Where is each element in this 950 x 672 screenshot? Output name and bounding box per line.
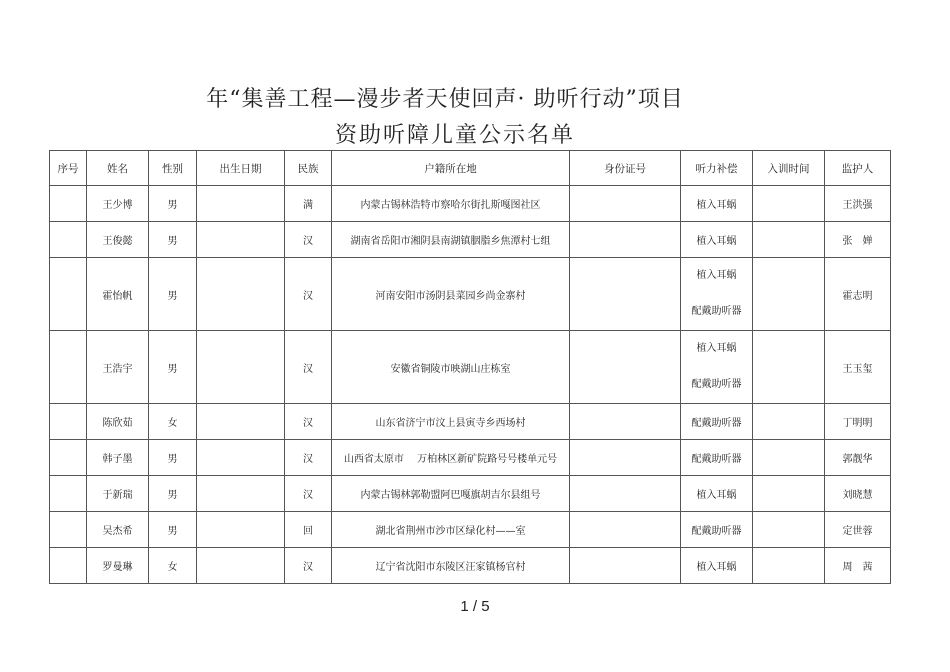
cell-id-number	[570, 476, 681, 512]
table-row	[50, 548, 891, 584]
cell-gender: 女	[149, 548, 197, 584]
cell-gender: 男	[149, 258, 197, 331]
cell-ethnicity: 满	[285, 186, 332, 222]
hearing-compensation-item: 配戴助听器	[691, 526, 742, 537]
col-header-guardian: 监护人	[825, 151, 891, 186]
hearing-compensation-item: 配戴助听器	[691, 454, 742, 465]
cell-gender: 男	[149, 440, 197, 476]
hearing-compensation-item: 配戴助听器	[691, 418, 742, 429]
cell-hearing	[681, 186, 753, 222]
cell-training-date	[753, 440, 825, 476]
col-header-index: 序号	[50, 151, 87, 186]
cell-hearing	[681, 331, 753, 404]
document-title-line1: 年“集善工程—漫步者天使回声· 助听行动”项目	[206, 87, 684, 112]
table-row	[50, 331, 891, 404]
table-row	[50, 258, 891, 331]
cell-id-number	[570, 440, 681, 476]
col-header-ethnicity: 民族	[285, 151, 332, 186]
cell-index	[50, 331, 87, 404]
cell-ethnicity: 汉	[285, 476, 332, 512]
cell-id-number	[570, 331, 681, 404]
hearing-compensation-item: 植入耳蜗	[696, 562, 737, 573]
cell-birth-date	[197, 512, 285, 548]
cell-address: 内蒙古锡林浩特市察哈尔街扎斯嘎图社区	[332, 186, 570, 222]
cell-training-date	[753, 404, 825, 440]
cell-address: 湖南省岳阳市湘阴县南湖镇胭脂乡焦潭村七组	[332, 222, 570, 258]
hearing-compensation-item: 植入耳蜗	[696, 270, 737, 281]
cell-address: 安徽省铜陵市映湖山庄栋室	[332, 331, 570, 404]
cell-training-date	[753, 512, 825, 548]
table-row	[50, 222, 891, 258]
cell-birth-date	[197, 440, 285, 476]
cell-gender: 男	[149, 476, 197, 512]
cell-training-date	[753, 331, 825, 404]
cell-gender: 男	[149, 512, 197, 548]
cell-guardian: 霍志明	[825, 258, 891, 331]
cell-guardian: 张 婵	[825, 222, 891, 258]
hearing-compensation-item: 配戴助听器	[691, 306, 742, 317]
cell-name: 罗曼琳	[87, 548, 149, 584]
cell-address: 内蒙古锡林郭勒盟阿巴嘎旗胡吉尔县组号	[332, 476, 570, 512]
cell-birth-date	[197, 548, 285, 584]
document-title-line2: 资助听障儿童公示名单	[334, 123, 575, 148]
col-header-hearing: 听力补偿	[681, 151, 753, 186]
cell-ethnicity: 汉	[285, 331, 332, 404]
cell-gender: 男	[149, 222, 197, 258]
cell-guardian: 丁明明	[825, 404, 891, 440]
cell-gender: 男	[149, 331, 197, 404]
cell-gender: 男	[149, 186, 197, 222]
hearing-compensation-item: 植入耳蜗	[696, 490, 737, 501]
hearing-compensation-item: 植入耳蜗	[696, 200, 737, 211]
cell-hearing	[681, 404, 753, 440]
cell-hearing	[681, 548, 753, 584]
cell-index	[50, 404, 87, 440]
col-header-name: 姓名	[87, 151, 149, 186]
cell-index	[50, 222, 87, 258]
cell-training-date	[753, 222, 825, 258]
cell-name: 陈欣茹	[87, 404, 149, 440]
cell-ethnicity: 汉	[285, 440, 332, 476]
table-row	[50, 440, 891, 476]
cell-hearing	[681, 476, 753, 512]
col-header-address: 户籍所在地	[332, 151, 570, 186]
cell-guardian: 刘晓慧	[825, 476, 891, 512]
cell-name: 霍怡帆	[87, 258, 149, 331]
table-body	[50, 186, 891, 584]
cell-training-date	[753, 476, 825, 512]
cell-id-number	[570, 548, 681, 584]
roster-table	[49, 150, 891, 584]
cell-guardian: 定世蓉	[825, 512, 891, 548]
table-row	[50, 476, 891, 512]
table-row	[50, 512, 891, 548]
cell-address: 山东省济宁市汶上县寅寺乡西场村	[332, 404, 570, 440]
cell-index	[50, 440, 87, 476]
cell-id-number	[570, 512, 681, 548]
col-header-birth-date: 出生日期	[197, 151, 285, 186]
cell-guardian: 周 茜	[825, 548, 891, 584]
cell-birth-date	[197, 404, 285, 440]
page-indicator: 1 / 5	[460, 598, 490, 615]
table-row	[50, 404, 891, 440]
col-header-gender: 性别	[149, 151, 197, 186]
cell-index	[50, 186, 87, 222]
cell-index	[50, 548, 87, 584]
cell-index	[50, 476, 87, 512]
cell-hearing	[681, 440, 753, 476]
cell-birth-date	[197, 258, 285, 331]
cell-training-date	[753, 548, 825, 584]
cell-guardian: 王玉玺	[825, 331, 891, 404]
cell-birth-date	[197, 222, 285, 258]
cell-guardian: 郭靓华	[825, 440, 891, 476]
cell-name: 王浩宇	[87, 331, 149, 404]
cell-name: 韩子墨	[87, 440, 149, 476]
cell-birth-date	[197, 476, 285, 512]
cell-name: 吴杰希	[87, 512, 149, 548]
cell-id-number	[570, 258, 681, 331]
cell-ethnicity: 汉	[285, 222, 332, 258]
col-header-id-number: 身份证号	[570, 151, 681, 186]
hearing-compensation-item: 植入耳蜗	[696, 236, 737, 247]
cell-birth-date	[197, 331, 285, 404]
hearing-compensation-item: 植入耳蜗	[696, 343, 737, 354]
table-header-row	[50, 151, 891, 186]
cell-index	[50, 258, 87, 331]
cell-hearing	[681, 512, 753, 548]
cell-name: 于新瑞	[87, 476, 149, 512]
cell-hearing	[681, 258, 753, 331]
cell-training-date	[753, 258, 825, 331]
cell-guardian: 王洪强	[825, 186, 891, 222]
cell-id-number	[570, 404, 681, 440]
cell-id-number	[570, 222, 681, 258]
cell-hearing	[681, 222, 753, 258]
cell-ethnicity: 汉	[285, 548, 332, 584]
cell-address: 河南安阳市汤阴县菜园乡尚金寨村	[332, 258, 570, 331]
cell-ethnicity: 回	[285, 512, 332, 548]
table-row	[50, 186, 891, 222]
cell-training-date	[753, 186, 825, 222]
cell-address: 辽宁省沈阳市东陵区汪家镇杨官村	[332, 548, 570, 584]
cell-address: 山西省太原市 万柏林区新矿院路号号楼单元号	[332, 440, 570, 476]
cell-name: 王俊懿	[87, 222, 149, 258]
cell-gender: 女	[149, 404, 197, 440]
cell-index	[50, 512, 87, 548]
hearing-compensation-item: 配戴助听器	[691, 379, 742, 390]
col-header-training-date: 入训时间	[753, 151, 825, 186]
cell-ethnicity: 汉	[285, 404, 332, 440]
cell-ethnicity: 汉	[285, 258, 332, 331]
cell-id-number	[570, 186, 681, 222]
cell-address: 湖北省荆州市沙市区绿化村——室	[332, 512, 570, 548]
cell-name: 王少博	[87, 186, 149, 222]
cell-birth-date	[197, 186, 285, 222]
